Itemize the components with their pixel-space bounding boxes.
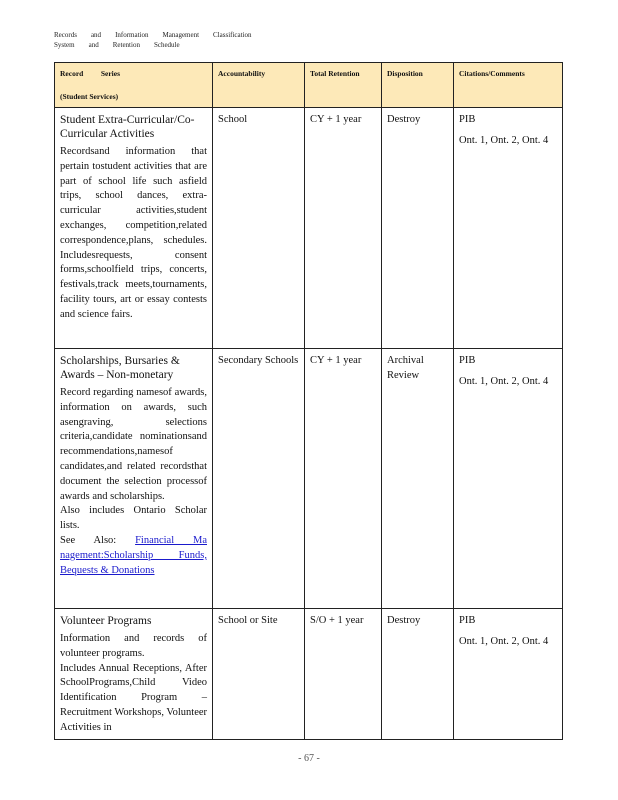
header-word: and [90,31,102,39]
table-header-row [55,63,563,108]
series-description [60,632,207,736]
col-header-accountability: Accountability [213,63,305,108]
col-header-series: Series [100,69,120,78]
col-header-record: Record [60,69,84,78]
accountability-cell: Secondary Schools [213,349,305,609]
citations-cell [454,349,563,609]
series-description-text: Information and records of volunteer programs. [60,633,207,659]
header-word: System [54,41,75,49]
col-header-disposition: Disposition [382,63,454,108]
series-description [60,386,207,578]
header-word: Retention [112,41,140,49]
header-word: Classification [213,31,252,39]
record-series-cell [55,609,213,740]
accountability-cell: School or Site [213,609,305,740]
retention-schedule-table [54,62,563,740]
page-number: - 67 - [298,753,320,764]
table-row [55,108,563,349]
series-description-text: Record regarding namesof awards, information on awards, such asengraving, selections criteria,candidate nominationsand recommendations,namesof candidates,and related recordsthat document the selection processof awards and scholarships. [60,387,207,502]
col-header-record-series [55,63,213,108]
citation-sub: Ont. 1, Ont. 2, Ont. 4 [459,134,549,146]
see-also-label: See Also: [60,534,117,546]
disposition-cell: Destroy [382,609,454,740]
col-header-citations: Citations/Comments [454,63,563,108]
citation-main: PIB [459,355,476,366]
series-extra-text: Includes Annual Receptions, After SchoolPrograms,Child Video Identification Program – Recruitment Workshops, Volunteer Activities in [60,662,208,733]
series-title: Volunteer Programs [60,615,152,627]
series-extra-text: Also includes Ontario Scholar lists. [60,505,207,532]
header-word: Records [54,31,77,39]
page-header [54,30,254,50]
citation-main: PIB [459,615,476,626]
citation-sub: Ont. 1, Ont. 2, Ont. 4 [459,375,549,387]
header-word: Schedule [153,41,180,49]
disposition-cell: Destroy [382,108,454,349]
table-row [55,609,563,740]
record-series-cell [55,349,213,609]
series-description: Recordsand information that pertain tostudent activities that are part of school life such asfield trips, school dances, extra-curricular activities,student exchanges, competition,related correspondence,plans, schedules. Includesrequests, consent forms,schoolfield trips, concerts, festivals,track meets,tournaments, facility tours, art or essay contests and science fairs. [60,146,207,320]
accountability-cell: School [213,108,305,349]
disposition-cell: Archival Review [382,349,454,609]
series-title: Scholarships, Bursaries & Awards – Non-monetary [60,355,180,381]
header-word: and [88,41,99,49]
retention-cell: CY + 1 year [305,108,382,349]
see-also-link[interactable]: Financial Ma nagement:Scholarship Funds, Bequests & Donations [60,534,207,576]
citations-cell [454,108,563,349]
citation-main: PIB [459,114,476,125]
see-also [60,534,207,578]
retention-cell: CY + 1 year [305,349,382,609]
table-row [55,349,563,609]
record-series-cell [55,108,213,349]
col-header-student-services: (Student Services) [60,92,119,101]
retention-cell: S/O + 1 year [305,609,382,740]
header-word: Management [162,31,200,39]
citation-sub: Ont. 1, Ont. 2, Ont. 4 [459,635,549,647]
series-title: Student Extra-Curricular/Co-Curricular Activities [60,114,195,140]
header-word: Information [115,31,149,39]
col-header-total-retention: Total Retention [305,63,382,108]
citations-cell [454,609,563,740]
